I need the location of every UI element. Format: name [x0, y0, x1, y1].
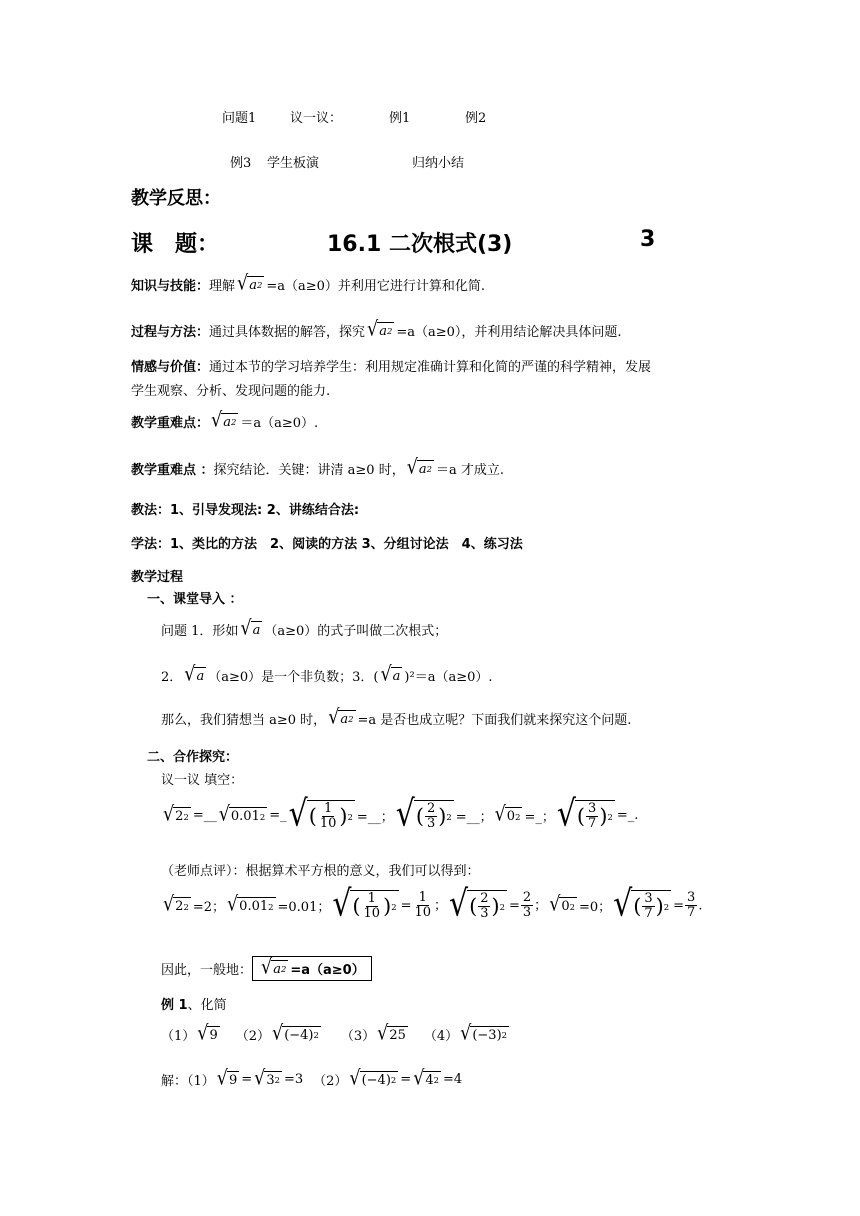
blank: =_. [616, 808, 639, 824]
answer: = $\frac{2}{3}$ ； [508, 890, 548, 921]
process-heading: 教学过程 [131, 570, 184, 585]
sqrt-a-squared: √ a 2 [211, 409, 237, 433]
blank: =__； [356, 810, 394, 826]
teach-methods: 教法：1、引导发现法: 2、讲练结合法: [131, 503, 360, 518]
discuss-label: 议一议 填空： [161, 773, 244, 788]
sqrt-3-7-squared: √ ( $\frac{3}{7}$ ) 2 [613, 883, 670, 926]
question-1 [161, 617, 448, 641]
flow-item: 例1 [389, 111, 411, 126]
general-line [161, 956, 372, 981]
sqrt-0-squared: √ 0 2 [494, 803, 521, 827]
sqrt-001-squared: √ 0.01 2 [227, 893, 274, 917]
learn-methods: 学法：1、类比的方法 2、阅读的方法 3、分组讨论法 4、练习法 [131, 537, 523, 552]
item-number: （2） [235, 1029, 271, 1044]
sqrt-a-squared: √ a 2 [237, 272, 263, 296]
question-2 [161, 663, 493, 687]
example-1-heading [161, 994, 227, 1013]
item-number: （4） [423, 1029, 459, 1044]
process-line [131, 318, 622, 342]
sqrt-a-squared: √ a 2 [367, 318, 393, 342]
sqrt-a: √ a [240, 617, 261, 641]
flow-item: 归纳小结 [412, 156, 465, 171]
q1-pre: 问题 1．形如 [161, 624, 239, 639]
general-formula-box [252, 956, 372, 981]
sqrt-2-squared: √ 2 2 [163, 803, 189, 827]
flow-item: 例2 [465, 111, 487, 126]
q1-post: （a≥0）的式子叫做二次根式； [264, 624, 448, 639]
sqrt-neg4-squared: √ (−4) 2 [272, 1022, 319, 1046]
emotion-text-1: 通过本节的学习培养学生：利用规定准确计算和化简的严谨的科学精神，发展 [209, 360, 652, 375]
answer: =2； [192, 900, 225, 916]
sqrt-a-squared: √ a 2 [406, 456, 433, 480]
sqrt-neg3-squared: √ (−3) 2 [460, 1022, 508, 1046]
sqrt-0-squared: √ 0 2 [549, 893, 576, 917]
key-post: ＝a（a≥0）. [240, 416, 319, 431]
lesson-title-label: 课 题： [131, 232, 220, 257]
part1-heading: 一、课堂导入 ： [147, 592, 243, 607]
difficult-post: ＝a 才成立. [436, 463, 505, 478]
q3-pre: 那么，我们猜想当 a≥0 时， [161, 713, 327, 728]
process-post: =a（a≥0），并利用结论解决具体问题. [396, 325, 622, 340]
sqrt-a: √ a [380, 663, 401, 687]
sqrt-3-squared: √ 3 2 [254, 1067, 280, 1091]
item-number: （3） [340, 1029, 376, 1044]
example-1-label: 例 1 [161, 998, 188, 1013]
answer: =0.01； [277, 900, 331, 916]
flow-item: 问题1 [222, 111, 257, 126]
emotion-label: 情感与价值： [131, 360, 210, 375]
sqrt-1-10-squared: √ ( $\frac{1}{10}$ ) 2 [288, 793, 353, 836]
solution-line: 解：（1） √ 9 = √ 3 2 =3 （2） √ (−4) 2 = √ 4 2 =4 [161, 1067, 463, 1091]
difficult-pre: 探究结论．关键：讲清 a≥0 时， [213, 463, 405, 478]
difficult-line [131, 456, 505, 480]
general-formula: =a（a≥0） [290, 963, 365, 978]
sqrt-2-squared: √ 2 2 [163, 893, 189, 917]
sqrt-25: √ 25 [377, 1022, 406, 1046]
sqrt-2-3-squared: √ ( $\frac{2}{3}$ ) 2 [395, 793, 452, 836]
blank: =_； [524, 810, 555, 826]
answer: =0； [579, 900, 612, 916]
answers-row [161, 883, 703, 926]
reflection-heading: 教学反思： [131, 188, 221, 209]
sqrt-001-squared: √ 0.01 2 [218, 803, 266, 827]
process-label: 过程与方法： [131, 325, 210, 340]
fill-in-row [161, 793, 639, 836]
sqrt-a: √ a [184, 663, 205, 687]
q2-mid: （a≥0）是一个非负数；3．( [208, 670, 379, 685]
flow-item: 议一议： [290, 111, 343, 126]
teacher-comment: （老师点评）：根据算术平方根的意义，我们可以得到： [161, 864, 480, 879]
answer: = $\frac{3}{7}$ . [673, 890, 703, 921]
lesson-number: 3 [640, 227, 656, 252]
example-1-text: 、化简 [187, 998, 227, 1013]
flow-item: 例3 [230, 156, 252, 171]
answer: = $\frac{1}{10}$ ； [400, 890, 448, 921]
blank: =__ [192, 808, 217, 824]
knowledge-pre: 理解 [209, 279, 236, 294]
lesson-title: 16.1 二次根式(3) [327, 232, 513, 257]
sqrt-9: √ 9 [197, 1022, 218, 1046]
knowledge-post: =a（a≥0）并利用它进行计算和化简. [266, 279, 486, 294]
solution-result: =4 [443, 1072, 463, 1087]
sqrt-3-7-squared: √ ( $\frac{3}{7}$ ) 2 [556, 793, 613, 836]
key-line [131, 409, 319, 433]
solution-label: 解：（1） [161, 1074, 215, 1089]
part2-heading: 二、合作探究： [147, 750, 239, 765]
key-label: 教学重难点： [131, 416, 210, 431]
difficult-label: 教学重难点 ： [131, 463, 214, 478]
q2-pre: 2． [161, 670, 183, 685]
sqrt-a-squared: √ a 2 [328, 706, 354, 730]
knowledge-line [131, 272, 486, 296]
question-3 [161, 706, 632, 730]
sqrt-2-3-squared: √ ( $\frac{2}{3}$ ) 2 [449, 883, 505, 926]
general-pre: 因此，一般地： [161, 963, 253, 978]
process-pre: 通过具体数据的解答，探究 [209, 325, 366, 340]
blank: =__； [455, 810, 493, 826]
sqrt-9: √ 9 [216, 1067, 238, 1091]
emotion-line-2: 学生观察、分析、发现问题的能力. [131, 384, 331, 399]
sqrt-neg4-squared: √ (−4) 2 [349, 1067, 397, 1091]
solution-item-number: （2） [313, 1074, 348, 1089]
sqrt-a-squared: √ a 2 [261, 956, 287, 980]
q2-post: )²＝a（a≥0）. [404, 670, 493, 685]
example-1-items [161, 1022, 511, 1046]
knowledge-label: 知识与技能： [131, 279, 210, 294]
flow-item: 学生板演 [267, 156, 320, 171]
emotion-line [131, 356, 651, 375]
blank: =_ [269, 808, 287, 824]
sqrt-4-squared: √ 4 2 [413, 1067, 440, 1091]
sqrt-1-10-squared: √ ( $\frac{1}{10}$ ) 2 [332, 883, 397, 926]
q3-post: =a 是否也成立呢？下面我们就来探究这个问题. [357, 713, 632, 728]
item-number: （1） [161, 1029, 196, 1044]
solution-result: =3 [283, 1072, 304, 1087]
